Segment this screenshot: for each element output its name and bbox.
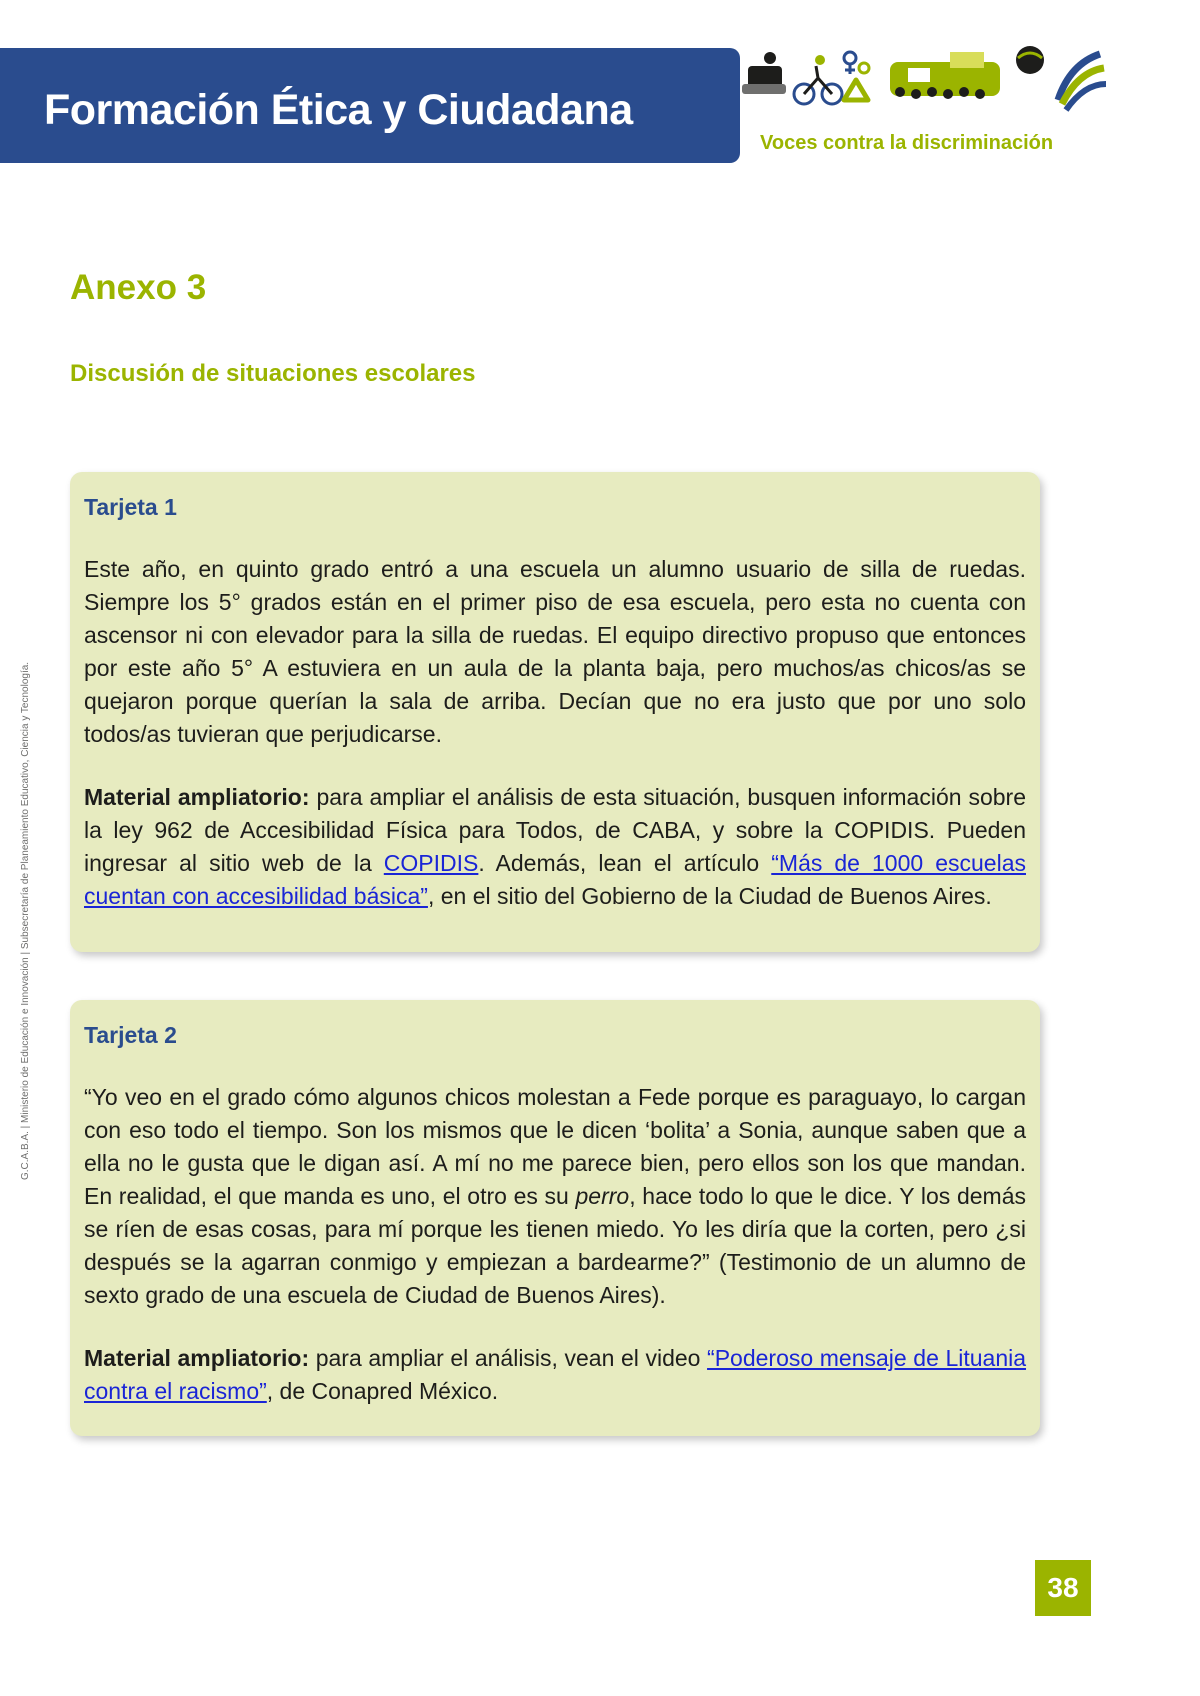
card-2-material-label: Material ampliatorio:	[84, 1345, 310, 1371]
side-credit: G.C.A.B.A. | Ministerio de Educación e Innovación | Subsecretaría de Planeamiento Educativo, Ciencia y Tecnología.	[20, 661, 31, 1180]
accessibility-article-link[interactable]: “Más de 1000 escuelas cuentan con accesibilidad básica”	[84, 850, 1026, 909]
card-1-material-text: . Además, lean el artículo	[478, 850, 772, 876]
card-1-body: Este año, en quinto grado entró a una escuela un alumno usuario de silla de ruedas. Siempre los 5° grados están en el primer piso de esa escuela, pero esta no cuenta con ascensor ni con elevador para la silla de ruedas. El equipo directivo propuso que entonces por este año 5° A estuviera en un aula de la planta baja, pero muchos/as chicos/as se quejaron porque querían la sala de arriba. Decían que no era justo que por uno solo todos/as tuvieran que perjudicarse.	[84, 556, 1026, 747]
card-1-title: Tarjeta 1	[84, 494, 177, 520]
card-1-material-label: Material ampliatorio:	[84, 784, 310, 810]
card-2-material-text: para ampliar el análisis, vean el video	[309, 1345, 708, 1371]
header-icon-strip	[740, 44, 1200, 120]
lithuania-video-link[interactable]: “Poderoso mensaje de Lituania contra el racismo”	[84, 1345, 1027, 1404]
card-2-body-italic: perro	[575, 1183, 630, 1209]
card-1-material-text: , en el sitio del Gobierno de la Ciudad de Buenos Aires.	[427, 883, 992, 909]
card-2-body	[84, 1081, 1026, 1312]
recycle-icon	[844, 80, 868, 100]
globe-icon	[1016, 46, 1044, 74]
card-2-material	[84, 1342, 1026, 1408]
card-1-material	[84, 781, 1026, 913]
card-2-body-text: “Yo veo en el grado cómo algunos chicos molestan a Fede porque es paraguayo, lo cargan con eso todo el tiempo. Son los mismos que le dicen ‘bolita’ a Sonia, aunque saben que a ella no le gusta que le digan así. A mí no me parece bien, pero ellos son los que mandan. En realidad, el que manda es uno, el otro es su	[84, 1084, 1026, 1209]
header-subtitle: Voces contra la discriminación	[760, 132, 1054, 154]
copidis-link[interactable]: COPIDIS	[383, 850, 479, 876]
card-2	[70, 1000, 1040, 1436]
card-2-material-text: , de Conapred México.	[266, 1378, 499, 1404]
card-2-title: Tarjeta 2	[84, 1022, 177, 1048]
card-1-material-text: para ampliar el análisis de esta situación, busquen información sobre la ley 962 de Accesibilidad Física para Todos, de CABA, y sobre la COPIDIS. Pueden ingresar al sitio web de la	[84, 784, 1027, 876]
gender-symbols-icon	[844, 52, 869, 74]
cyclist-icon	[794, 55, 842, 104]
annex-title: Anexo 3	[70, 268, 207, 307]
annex-subtitle: Discusión de situaciones escolares	[70, 360, 476, 387]
page-number: 38	[1035, 1560, 1091, 1616]
card-2-body-text: , hace todo lo que le dice. Y los demás se ríen de esas cosas, para mí porque les tienen miedo. Yo les diría que la corten, pero ¿si después se la agarran conmigo y empiezan a bardearme?” (Testimonio de un alumno de sexto grado de una escuela de Ciudad de Buenos Aires).	[84, 1183, 1026, 1308]
crowd-icon	[890, 52, 1000, 99]
shoes-icon	[742, 52, 786, 94]
hands-icon	[1058, 54, 1106, 110]
card-1	[70, 472, 1040, 952]
page-title: Formación Ética y Ciudadana	[44, 86, 633, 134]
